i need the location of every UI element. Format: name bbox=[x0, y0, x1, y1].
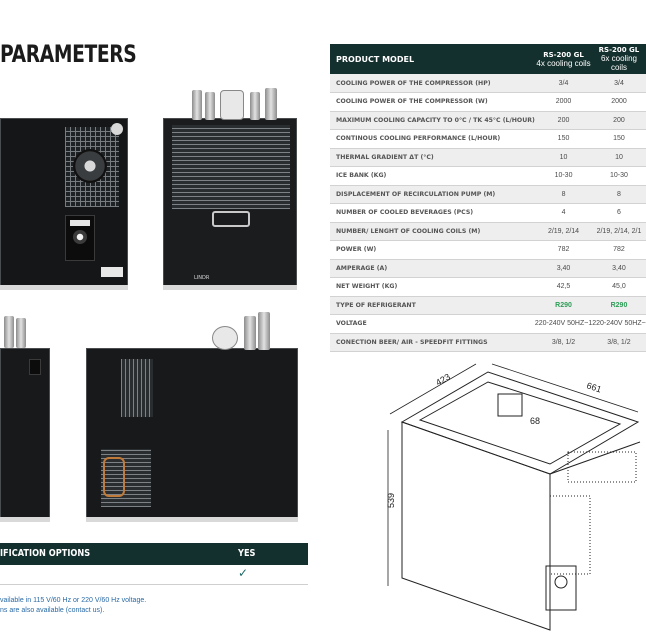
brand-mark: LINDR bbox=[194, 275, 210, 281]
contact-note: ns are also available (contact us). bbox=[0, 607, 105, 614]
dim-width-label: 661 bbox=[585, 380, 603, 395]
pump-motor bbox=[212, 326, 238, 350]
spec-row-value-model-2: 3/4 bbox=[592, 74, 646, 93]
spec-row-value-model-2: 220-240V 50HZ~ bbox=[592, 315, 646, 334]
spec-row bbox=[330, 241, 646, 260]
spec-row-value-model-1: 8 bbox=[535, 185, 592, 204]
check-icon: ✓ bbox=[238, 566, 249, 580]
spec-row-value-model-1: 10-30 bbox=[535, 167, 592, 186]
header-model-2 bbox=[592, 44, 646, 74]
spec-row-value-model-1: 42,5 bbox=[535, 278, 592, 297]
control-label bbox=[70, 220, 90, 226]
spec-row bbox=[330, 130, 646, 149]
spec-row-label: COOLING POWER OF THE COMPRESSOR (HP) bbox=[330, 74, 535, 93]
options-header-label: IFICATION OPTIONS bbox=[0, 548, 91, 559]
spec-row bbox=[330, 278, 646, 297]
spec-row-value-model-1: 220-240V 50HZ~1 bbox=[535, 315, 592, 334]
page-title: PARAMETERS bbox=[0, 40, 137, 68]
spec-row-value-model-1: 782 bbox=[535, 241, 592, 260]
spec-row-value-model-1: 10 bbox=[535, 148, 592, 167]
spec-table-body bbox=[330, 74, 646, 352]
spec-row-label: POWER (W) bbox=[330, 241, 535, 260]
spec-row-label: CONTINOUS COOLING PERFORMANCE (L/HOUR) bbox=[330, 130, 535, 149]
spec-row-value-model-2: 2000 bbox=[592, 93, 646, 112]
spec-row-value-model-2: R290 bbox=[592, 296, 646, 315]
plinth bbox=[163, 285, 297, 290]
dim-depth-label: 423 bbox=[434, 371, 453, 388]
copper-coil-icon bbox=[103, 457, 125, 497]
fitting-icon bbox=[205, 92, 215, 120]
plinth bbox=[86, 517, 298, 522]
spec-row bbox=[330, 111, 646, 130]
spec-row-value-model-2: 2/19, 2/14, 2/1 bbox=[592, 222, 646, 241]
plinth bbox=[0, 285, 128, 290]
spec-row-value-model-2: 8 bbox=[592, 185, 646, 204]
dim-line-width bbox=[492, 364, 638, 412]
side-grill-upper bbox=[121, 359, 153, 417]
spec-row bbox=[330, 93, 646, 112]
dim-line-depth bbox=[390, 364, 476, 414]
fitting-icon bbox=[250, 92, 260, 120]
product-photo-open bbox=[86, 348, 298, 518]
model-1-subtitle: 4x cooling coils bbox=[536, 58, 591, 68]
product-photo-front bbox=[0, 118, 128, 286]
spec-row bbox=[330, 222, 646, 241]
fan-icon bbox=[73, 149, 107, 183]
product-photo-side bbox=[0, 348, 50, 518]
fitting-icon bbox=[192, 90, 202, 120]
spec-row-label: ICE BANK (KG) bbox=[330, 167, 535, 186]
spec-row-value-model-1: 4 bbox=[535, 204, 592, 223]
dimension-drawing bbox=[380, 360, 640, 640]
spec-row bbox=[330, 74, 646, 93]
drawing-dial-icon bbox=[555, 576, 567, 588]
spec-row-label: DISPLACEMENT OF RECIRCULATION PUMP (M) bbox=[330, 185, 535, 204]
spec-row-value-model-1: R290 bbox=[535, 296, 592, 315]
spec-row-value-model-2: 45,0 bbox=[592, 278, 646, 297]
options-yes-label: YES bbox=[238, 548, 256, 559]
product-photo-back bbox=[163, 118, 297, 286]
dim-inner-label: 68 bbox=[530, 416, 541, 426]
spec-row bbox=[330, 315, 646, 334]
spec-row-label: VOLTAGE bbox=[330, 315, 535, 334]
spec-row-value-model-1: 3/4 bbox=[535, 74, 592, 93]
spec-row bbox=[330, 167, 646, 186]
spec-row-value-model-1: 150 bbox=[535, 130, 592, 149]
spec-row-value-model-2: 3,40 bbox=[592, 259, 646, 278]
spec-row-value-model-2: 782 bbox=[592, 241, 646, 260]
carry-handle bbox=[212, 211, 250, 227]
spec-row-value-model-1: 2000 bbox=[535, 93, 592, 112]
fitting-icon bbox=[244, 316, 256, 350]
spec-row-value-model-1: 2/19, 2/14 bbox=[535, 222, 592, 241]
spec-row-value-model-1: 3/8, 1/2 bbox=[535, 333, 592, 352]
header-model-1 bbox=[535, 44, 592, 74]
spec-row-label: TYPE OF REFRIGERANT bbox=[330, 296, 535, 315]
spec-row-label: COOLING POWER OF THE COMPRESSOR (W) bbox=[330, 93, 535, 112]
drawing-top-face bbox=[402, 372, 638, 474]
voltage-note: vailable in 115 V/60 Hz or 220 V/60 Hz voltage. bbox=[0, 597, 147, 604]
model-2-name: RS-200 GL bbox=[598, 46, 640, 54]
spec-row bbox=[330, 296, 646, 315]
spec-row-label: NUMBER/ LENGHT OF COOLING COILS (M) bbox=[330, 222, 535, 241]
spec-row-label: MAXIMUM COOLING CAPACITY TO 0°C / TK 45°C (L/HOUR) bbox=[330, 111, 535, 130]
drawing-side-grill bbox=[568, 452, 636, 482]
header-product-model: PRODUCT MODEL bbox=[330, 44, 535, 74]
spec-row-label: AMPERAGE (A) bbox=[330, 259, 535, 278]
spec-row-label: THERMAL GRADIENT ΔT (°C) bbox=[330, 148, 535, 167]
thermostat-dial-icon bbox=[73, 230, 87, 244]
brand-sticker bbox=[111, 123, 123, 135]
spec-row bbox=[330, 204, 646, 223]
drawing-pump-block bbox=[498, 394, 522, 416]
spec-row-value-model-2: 200 bbox=[592, 111, 646, 130]
plinth bbox=[0, 517, 50, 522]
spec-row-value-model-2: 150 bbox=[592, 130, 646, 149]
fitting-icon bbox=[258, 312, 270, 350]
spec-row-label: NUMBER OF COOLED BEVERAGES (PCS) bbox=[330, 204, 535, 223]
side-port bbox=[29, 359, 41, 375]
spec-row-value-model-1: 200 bbox=[535, 111, 592, 130]
spec-row-value-model-2: 10-30 bbox=[592, 167, 646, 186]
rating-plate bbox=[101, 267, 123, 277]
rear-condenser-grill bbox=[172, 125, 290, 209]
spec-row-label: NET WEIGHT (KG) bbox=[330, 278, 535, 297]
dim-height-label: 539 bbox=[386, 492, 396, 508]
spec-row bbox=[330, 148, 646, 167]
drawing-right-edge bbox=[550, 442, 640, 474]
pump-motor bbox=[220, 90, 244, 120]
spec-row-value-model-2: 3/8, 1/2 bbox=[592, 333, 646, 352]
options-divider bbox=[0, 584, 308, 585]
control-panel bbox=[65, 215, 95, 261]
drawing-front-grill bbox=[550, 496, 590, 574]
spec-row bbox=[330, 333, 646, 352]
spec-row-value-model-2: 6 bbox=[592, 204, 646, 223]
fitting-icon bbox=[4, 316, 14, 348]
model-2-subtitle: 6x cooling coils bbox=[600, 54, 637, 72]
spec-row-label: CONECTION BEER/ AIR - SPEEDFIT FITTINGS bbox=[330, 333, 535, 352]
spec-row-value-model-1: 3,40 bbox=[535, 259, 592, 278]
fitting-icon bbox=[16, 318, 26, 348]
spec-row bbox=[330, 259, 646, 278]
spec-row-value-model-2: 10 bbox=[592, 148, 646, 167]
fitting-icon bbox=[265, 88, 277, 120]
spec-row bbox=[330, 185, 646, 204]
model-1-name: RS-200 GL bbox=[543, 50, 584, 59]
spec-table bbox=[330, 44, 646, 352]
spec-table-header bbox=[330, 44, 646, 74]
drawing-front-face bbox=[402, 422, 550, 630]
